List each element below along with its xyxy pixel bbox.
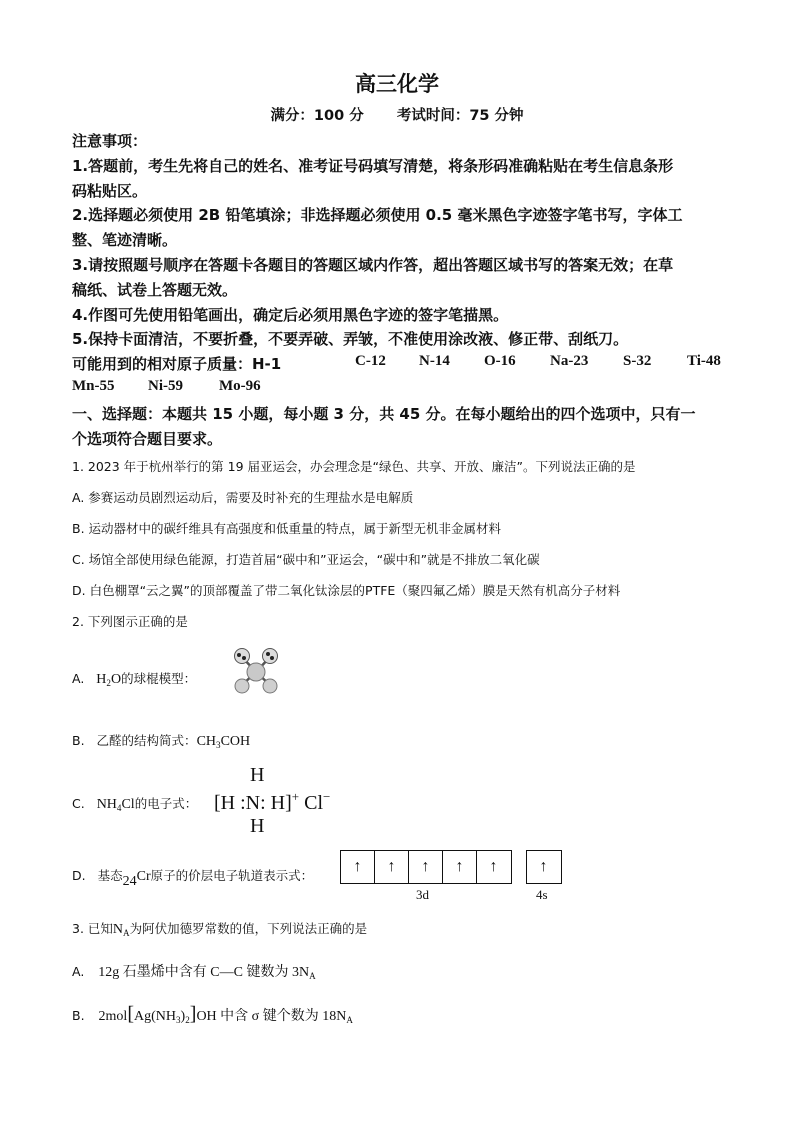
mass-item: C-12 (355, 353, 386, 369)
orbital-label-4s: 4s (536, 887, 548, 902)
option-letter: A. (72, 964, 85, 979)
question-3-stem: 3. 已知$N_A$为阿伏加德罗常数的值，下列说法正确的是 (72, 921, 368, 939)
note-line: 5.保持卡面清洁，不要折叠，不要弄破、弄皱，不准使用涂改液、修正带、刮纸刀。 (72, 330, 629, 348)
section-heading-cont: 个选项符合题目要求。 (72, 430, 223, 448)
page-title: 高三化学 (355, 72, 439, 96)
option-letter: D. (72, 868, 86, 883)
mass-item: Mn-55 (72, 378, 115, 394)
question-3-option-a (72, 961, 316, 981)
question-1-option-d: D. 白色棚罩“云之翼”的顶部覆盖了带二氧化钛涂层的PTFE（聚四氟乙烯）膜是天然有机高分子材料 (72, 583, 621, 598)
electron-formula-top-h: H (250, 764, 265, 786)
option-b-text: $2mol[Ag(NH_3)_2]OH$ 中含 σ 键个数为 $18N_A$ (98, 1003, 353, 1026)
mass-item: N-14 (419, 353, 450, 369)
orbital-arrow: ↑ (539, 858, 548, 875)
formula-acetaldehyde: $CH_3COH$ (196, 734, 251, 751)
formula-h2o: $H_2O$ (96, 672, 122, 689)
question-2-option-c: C. $NH_4Cl$的电子式： (72, 796, 198, 814)
formula-nh4cl: $NH_4Cl$ (96, 797, 135, 814)
note-line: 4.作图可先使用铅笔画出，确定后必须用黑色字迹的签字笔描黑。 (72, 306, 509, 324)
mass-label: 可能用到的相对原子质量：H-1 (72, 355, 282, 373)
orbital-arrow: ↑ (341, 851, 375, 883)
question-1-option-a: A. 参赛运动员剧烈运动后，需要及时补充的生理盐水是电解质 (72, 490, 414, 505)
option-letter: B. (72, 733, 85, 748)
formula-na: $N_A$ (112, 922, 130, 939)
note-line: 2.选择题必须使用 2B 铅笔填涂；非选择题必须使用 0.5 毫米黑色字迹签字笔书写，字体工 (72, 206, 683, 224)
question-3-option-b (72, 1003, 353, 1026)
electron-formula-main: [H :N: H]+ Cl− (214, 789, 331, 814)
orbital-4s-box (526, 850, 562, 884)
orbital-arrow: ↑ (443, 851, 477, 883)
option-letter: A. (72, 671, 85, 686)
note-line: 码粘贴区。 (72, 182, 148, 200)
note-line: 3.请按照题号顺序在答题卡各题目的答题区域内作答，超出答题区域书写的答案无效；在草 (72, 256, 674, 274)
mass-item: Ni-59 (148, 378, 183, 394)
mass-item: O-16 (484, 353, 516, 369)
time-info: 考试时间：75 分钟 (396, 108, 524, 124)
mass-item: S-32 (623, 353, 652, 369)
option-letter: C. (72, 796, 85, 811)
question-2-option-a: A. $H_2O$的球棍模型： (72, 671, 197, 689)
question-1-stem: 1. 2023 年于杭州举行的第 19 届亚运会，办会理念是“绿色、共享、开放、廉洁”。下列说法正确的是 (72, 459, 636, 474)
mass-item: Na-23 (550, 353, 589, 369)
mass-item: Ti-48 (687, 353, 721, 369)
note-line: 稿纸、试卷上答题无效。 (72, 281, 238, 299)
question-2-option-d: D. 基态24Cr原子的价层电子轨道表示式： (72, 868, 314, 889)
section-heading: 一、选择题：本题共 15 小题，每小题 3 分，共 45 分。在每小题给出的四个选项中，只有一 (72, 405, 696, 423)
orbital-arrow: ↑ (375, 851, 409, 883)
orbital-label-3d: 3d (416, 887, 429, 902)
score-info: 满分：100 分 (270, 108, 364, 124)
mass-item: Mo-96 (219, 378, 261, 394)
question-2-stem: 2. 下列图示正确的是 (72, 614, 188, 629)
note-line: 1.答题前，考生先将自己的姓名、准考证号码填写清楚，将条形码准确粘贴在考生信息条形 (72, 157, 674, 175)
question-1-option-c: C. 场馆全部使用绿色能源，打造首届“碳中和”亚运会，“碳中和”就是不排放二氧化碳 (72, 552, 540, 567)
option-a-text: 12g 石墨烯中含有 C—C 键数为 $3N_A$ (98, 965, 316, 982)
exam-meta (0, 104, 794, 125)
ball-and-stick-model (228, 645, 284, 695)
electron-formula-bottom-h: H (250, 815, 265, 837)
orbital-arrow: ↑ (409, 851, 443, 883)
question-2-option-b: B. 乙醛的结构简式：$CH_3COH$ (72, 733, 251, 751)
option-letter: B. (72, 1008, 85, 1023)
note-line: 整、笔迹清晰。 (72, 231, 178, 249)
orbital-3d-boxes (340, 850, 512, 884)
notes-heading: 注意事项： (72, 132, 148, 150)
orbital-arrow: ↑ (489, 858, 498, 875)
question-1-option-b: B. 运动器材中的碳纤维具有高强度和低重量的特点，属于新型无机非金属材料 (72, 521, 502, 536)
